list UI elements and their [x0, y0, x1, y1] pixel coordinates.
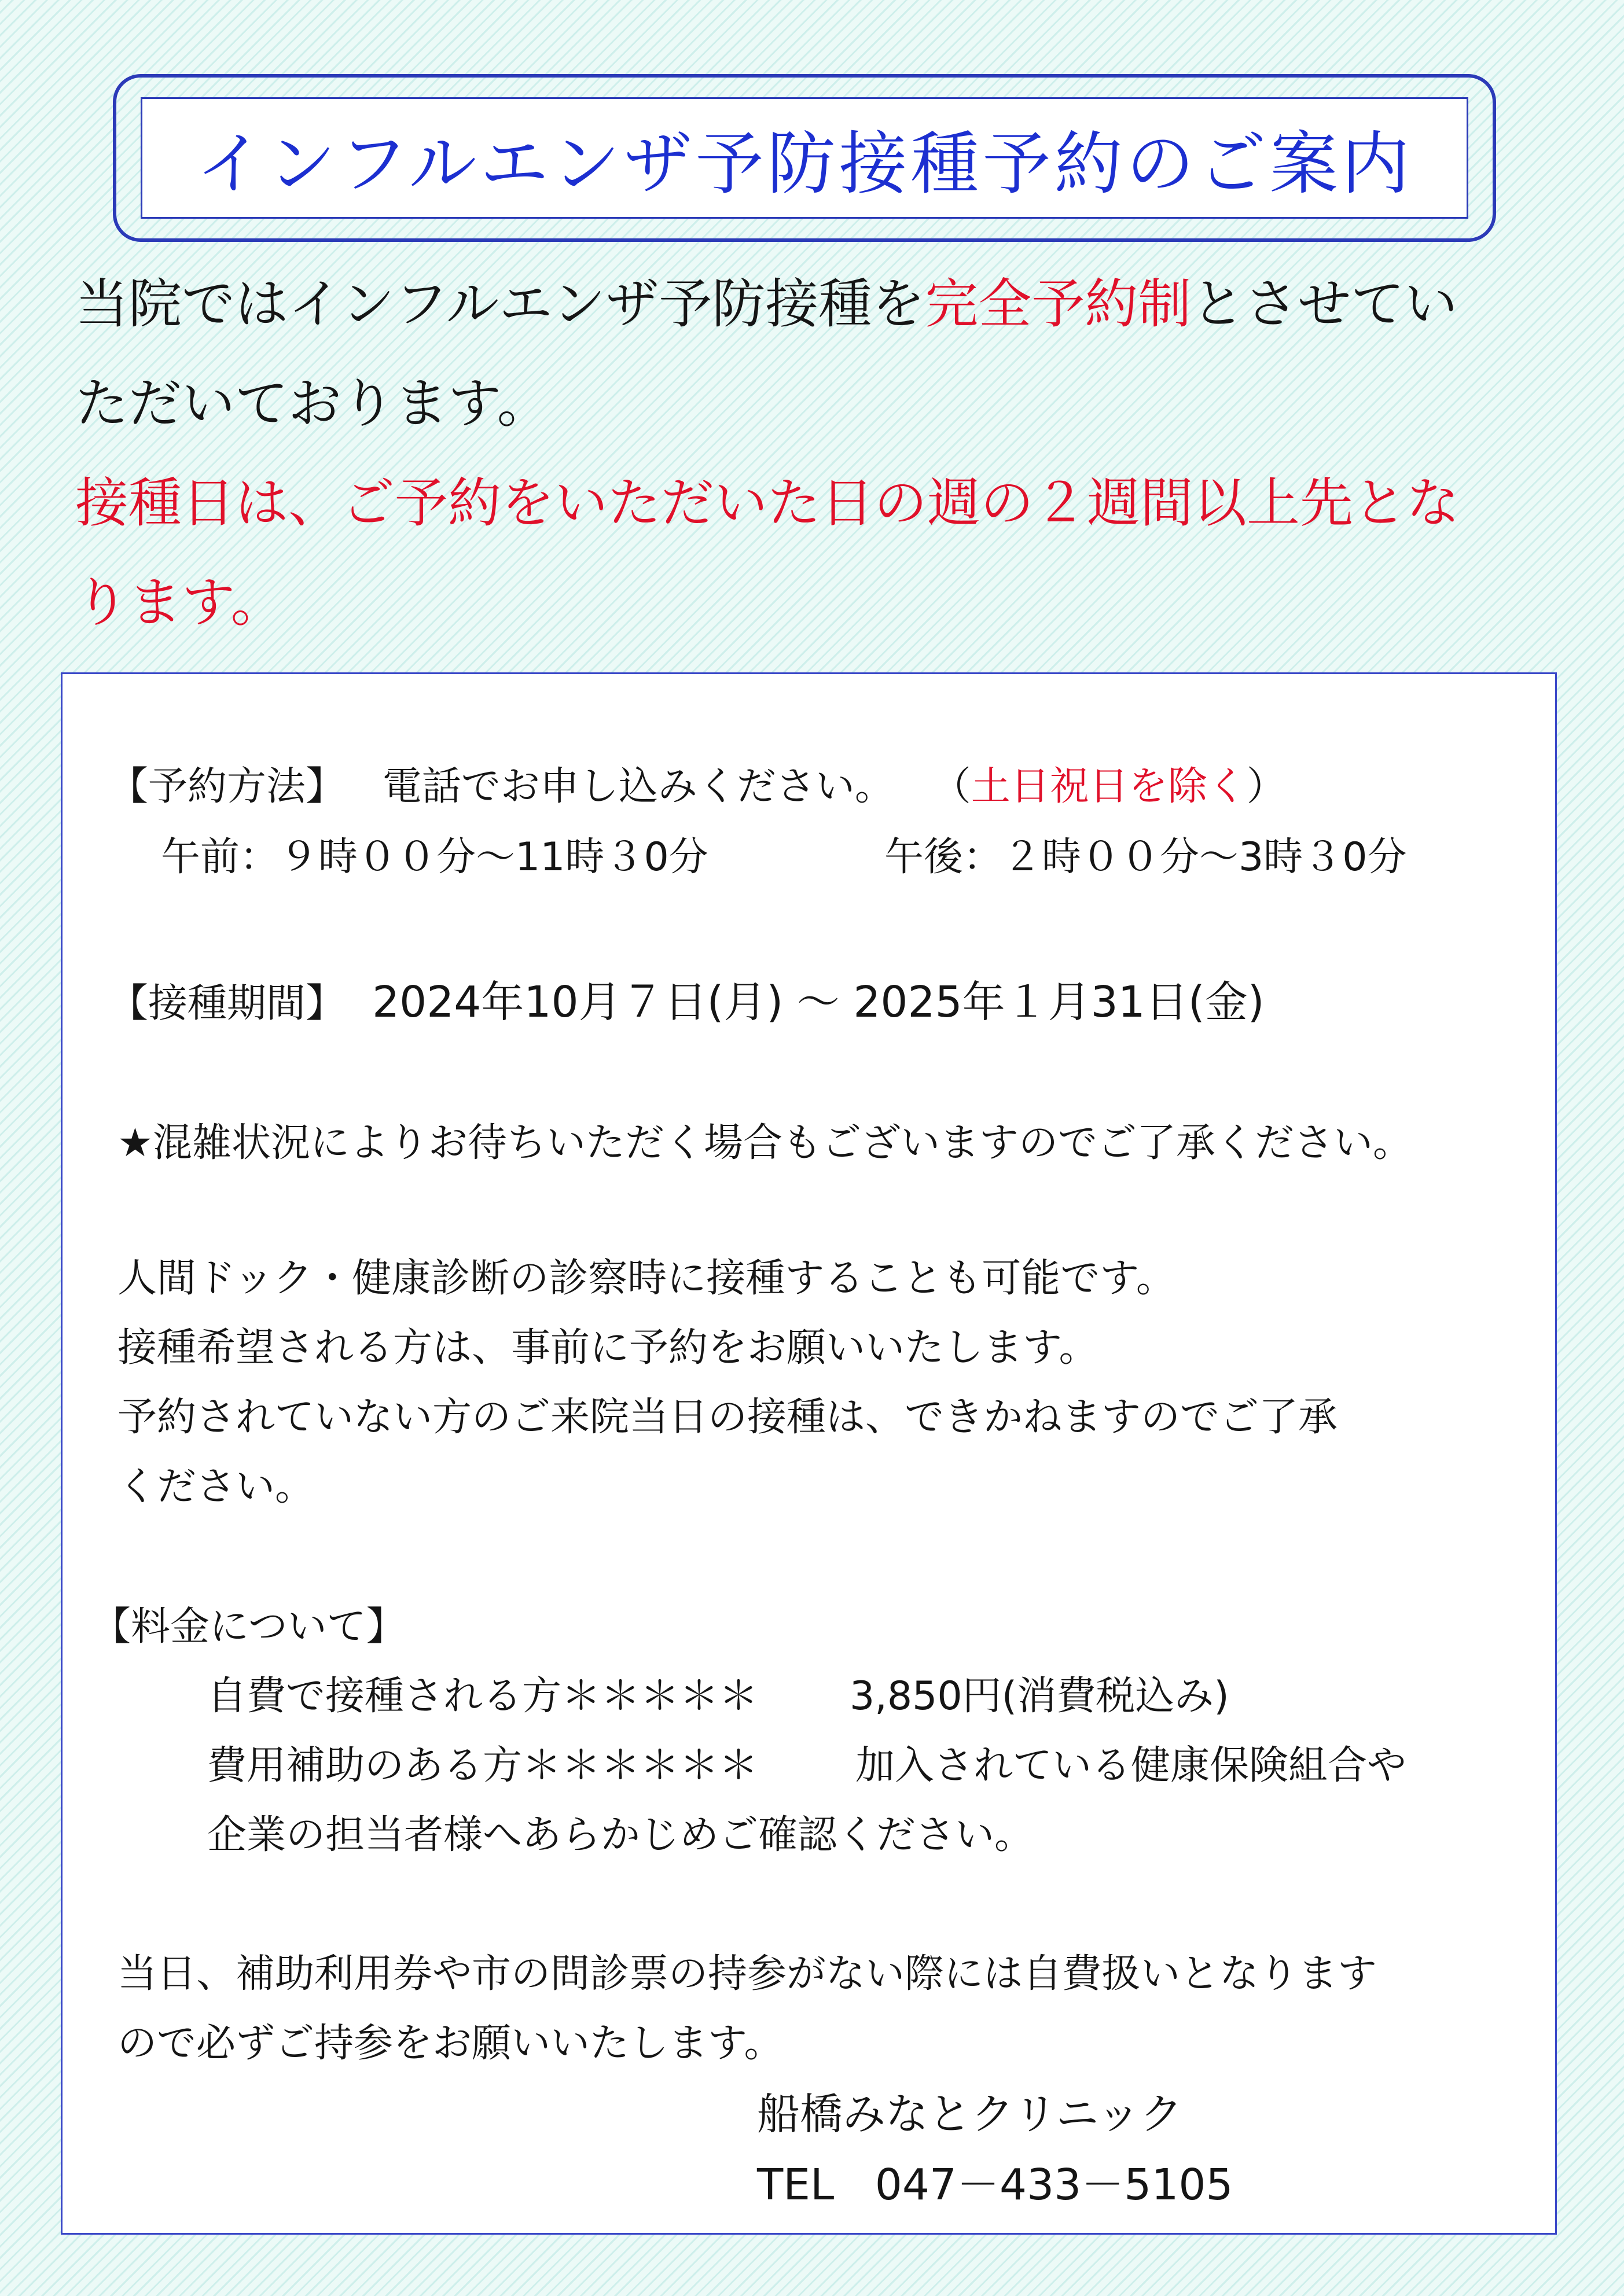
- clinic-name: 船橋みなとクリニック: [757, 2089, 1183, 2139]
- intro-highlight: 完全予約制: [925, 273, 1192, 335]
- reservation-line: 【予約方法】 電話でお申し込みください。 （土日祝日を除く）: [109, 764, 1286, 810]
- reservation-heading: 【予約方法】: [109, 764, 346, 810]
- period-heading: 【接種期間】: [109, 981, 346, 1026]
- intro-line-1: 当院ではインフルエンザ予防接種を完全予約制とさせてい: [75, 273, 1458, 335]
- reservation-note: 土日祝日を除く: [971, 764, 1247, 810]
- notice-blue: ★混雑状況によりお待ちいただく場合もございますのでご了承ください。: [117, 1120, 1412, 1166]
- checkup-line-1: 人間ドック・健康診断の診察時に接種することも可能です。: [117, 1256, 1175, 1301]
- same-day-line-1: 当日、補助利用券や市の問診票の持参がない際には自費扱いとなります: [117, 1951, 1377, 1997]
- reservation-am: 午前：９時００分～11時３0分: [161, 834, 708, 880]
- fees-heading: 【料金について】: [91, 1604, 406, 1650]
- clinic-tel-line: [757, 2151, 1233, 2212]
- reservation-text: 電話でお申し込みください。: [382, 764, 894, 810]
- fees-row2-label: 費用補助のある方＊＊＊＊＊＊: [207, 1743, 759, 1789]
- clinic-tel-label: TEL: [757, 2160, 835, 2210]
- period-text: 2024年10月７日(月) ～ 2025年１月31日(金): [372, 977, 1265, 1027]
- intro-line-3: 接種日は、ご予約をいただいた日の週の２週間以上先とな: [75, 472, 1460, 534]
- intro-line-4: ります。: [75, 572, 284, 634]
- checkup-line-4: ください。: [117, 1464, 315, 1510]
- fees-row3: 企業の担当者様へあらかじめご確認ください。: [207, 1812, 1034, 1858]
- page-title: インフルエンザ予防接種予約のご案内: [196, 124, 1413, 204]
- fees-row1-label: 自費で接種される方＊＊＊＊＊: [207, 1673, 759, 1719]
- checkup-line-3: 予約されていない方のご来院当日の接種は、できかねますのでご了承: [117, 1394, 1338, 1440]
- reservation-pm: 午後：２時００分～3時３0分: [884, 834, 1407, 880]
- clinic-tel: 047－433－5105: [875, 2160, 1233, 2210]
- title-frame: [113, 74, 1496, 242]
- fees-row1-value: 3,850円(消費税込み): [850, 1673, 1229, 1719]
- intro-line-2: ただいております。: [75, 373, 550, 435]
- checkup-line-2: 接種希望される方は、事前に予約をお願いいたします。: [117, 1325, 1098, 1371]
- fees-row2-value: 加入されている健康保険組合や: [855, 1743, 1407, 1789]
- info-box: [61, 672, 1557, 2235]
- period-line: [109, 968, 1265, 1029]
- same-day-line-2: ので必ずご持参をお願いいたします。: [117, 2021, 784, 2066]
